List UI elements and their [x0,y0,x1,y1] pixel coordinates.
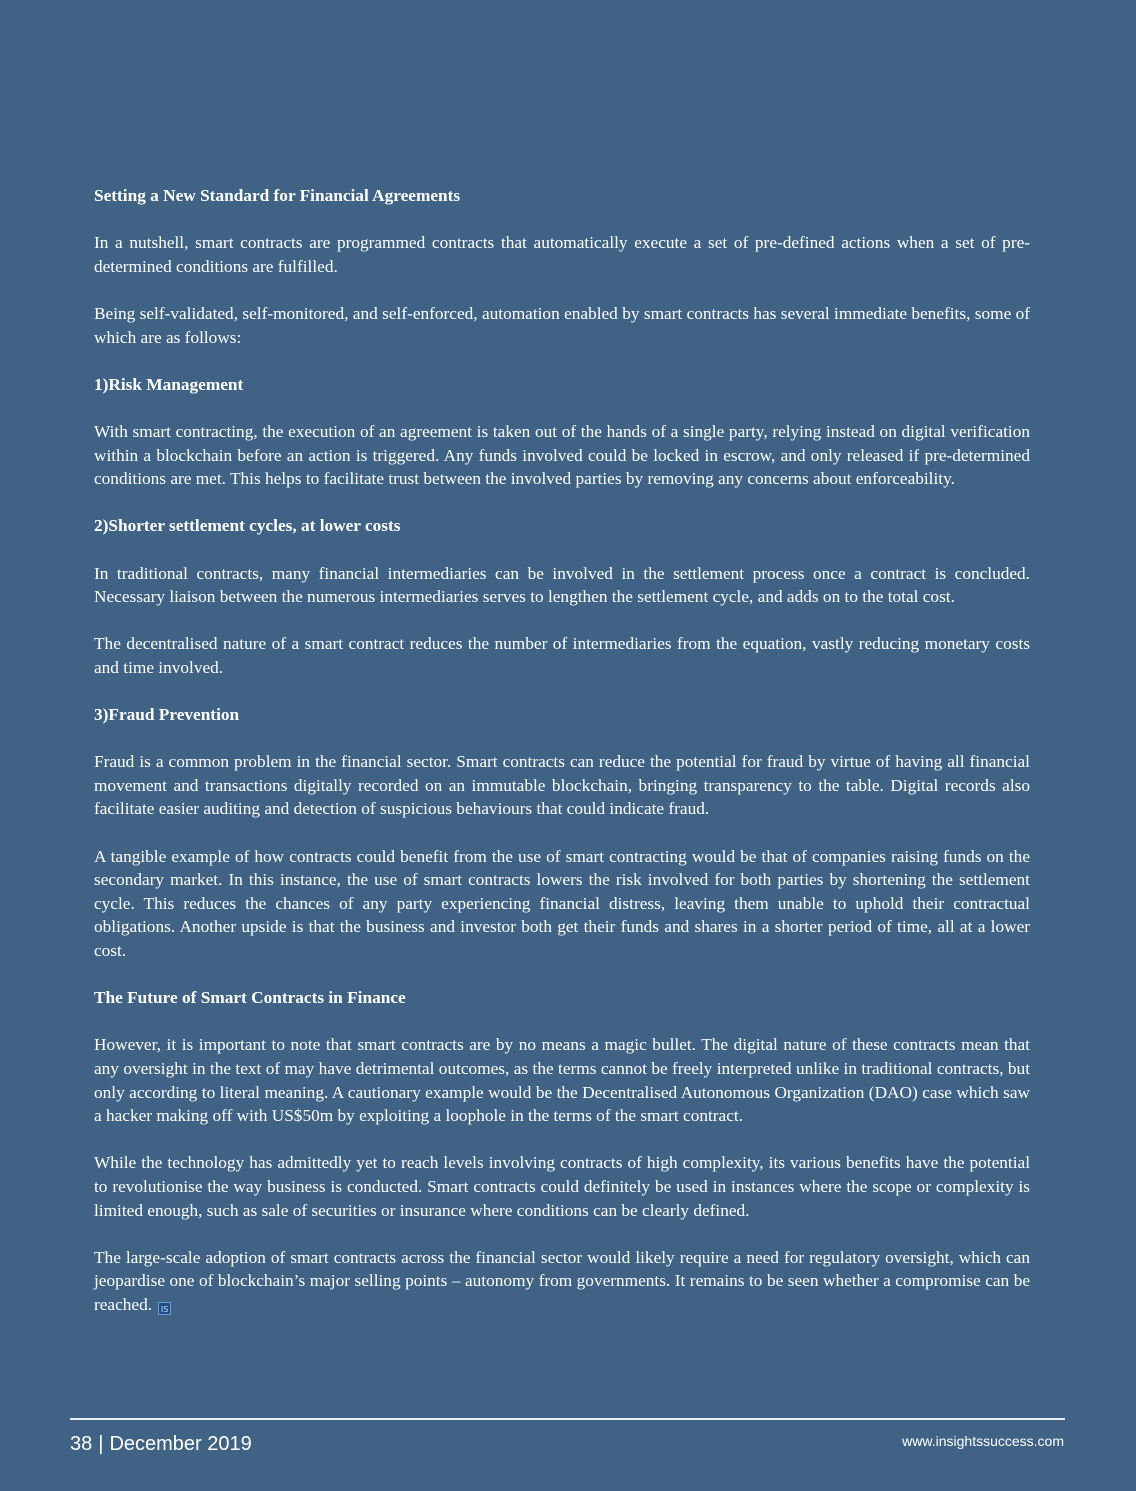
footer-page-info [70,1431,252,1457]
footer-divider [70,1418,1065,1420]
paragraph-settlement-traditional: In traditional contracts, many financial intermediaries can be involved in the settlement process once a contract is concluded. Necessary liaison between the numerous intermediaries serves to lengthen the settlement cycle, and adds on to the total cost. [94,563,1030,607]
section-heading-settlement: 2)Shorter settlement cycles, at lower costs [94,516,401,536]
section-heading-main: Setting a New Standard for Financial Agreements [94,186,461,205]
paragraph-potential: While the technology has admittedly yet to reach levels involving contracts of high complexity, its various benefits have the potential to revolutionise the way business is conducted. Smart contracts could definitely be used in instances where the scope or complexity is limited enough, such as sale of securities or insurance where conditions can be clearly defined. [94,1153,1030,1220]
paragraph-conclusion-text: The large-scale adoption of smart contracts across the financial sector would likely require a need for regulatory oversight, which can jeopardise one of blockchain’s major selling points – autonomy from governments. It remains to be seen whether a compromise can be reached. [94,1247,1030,1314]
paragraph-intro: In a nutshell, smart contracts are programmed contracts that automatically execute a set of pre-defined actions when a set of pre-determined conditions are fulfilled. [94,233,1030,276]
paragraph-example: A tangible example of how contracts could benefit from the use of smart contracting would be that of companies raising funds on the secondary market. In this instance, the use of smart contracts lowers the risk involved for both parties by shortening the settlement cycle. This reduces the chances of any party experiencing financial distress, leaving them unable to uphold their contractual obligations. Another upside is that the business and investor both get their funds and shares in a shorter period of time, all at a lower cost. [94,846,1030,960]
paragraph-fraud: Fraud is a common problem in the financial sector. Smart contracts can reduce the potential for fraud by virtue of having all financial movement and transactions digitally recorded on an immutable blockchain, bringing transparency to the table. Digital records also facilitate easier auditing and detection of suspicious behaviours that could indicate fraud. [94,752,1030,819]
paragraph-settlement-decentralised: The decentralised nature of a smart contract reduces the number of intermediaries from the equation, vastly reducing monetary costs and time involved. [94,634,1030,677]
page-number: 38 [70,1433,93,1455]
issue-date: December 2019 [109,1433,252,1455]
paragraph-benefits-intro: Being self-validated, self-monitored, and self-enforced, automation enabled by smart contracts has several immediate benefits, some of which are as follows: [94,303,1030,347]
article-body [94,184,1030,1340]
paragraph-risk: With smart contracting, the execution of an agreement is taken out of the hands of a single party, relying instead on digital verification within a blockchain before an action is triggered. Any funds involved could be locked in escrow, and only released if pre-determined conditions are met. This helps to facilitate trust between the involved parties by removing any concerns about enforceability. [94,421,1030,489]
paragraph-caution: However, it is important to note that smart contracts are by no means a magic bullet. The digital nature of these contracts mean that any oversight in the text of may have detrimental outcomes, as the terms cannot be freely interpreted unlike in traditional contracts, but only according to literal meaning. A cautionary example would be the Decentralised Autonomous Organization (DAO) case which saw a hacker making off with US$50m by exploiting a loophole in the terms of the smart contract. [94,1035,1030,1126]
section-heading-fraud: 3)Fraud Prevention [94,705,240,725]
section-heading-future: The Future of Smart Contracts in Finance [94,988,406,1008]
paragraph-conclusion [94,1246,1030,1317]
footer-separator: | [98,1433,104,1455]
end-of-article-icon: IS [158,1302,171,1315]
section-heading-risk: 1)Risk Management [94,374,244,394]
website-url: www.insightssuccess.com [902,1433,1064,1449]
